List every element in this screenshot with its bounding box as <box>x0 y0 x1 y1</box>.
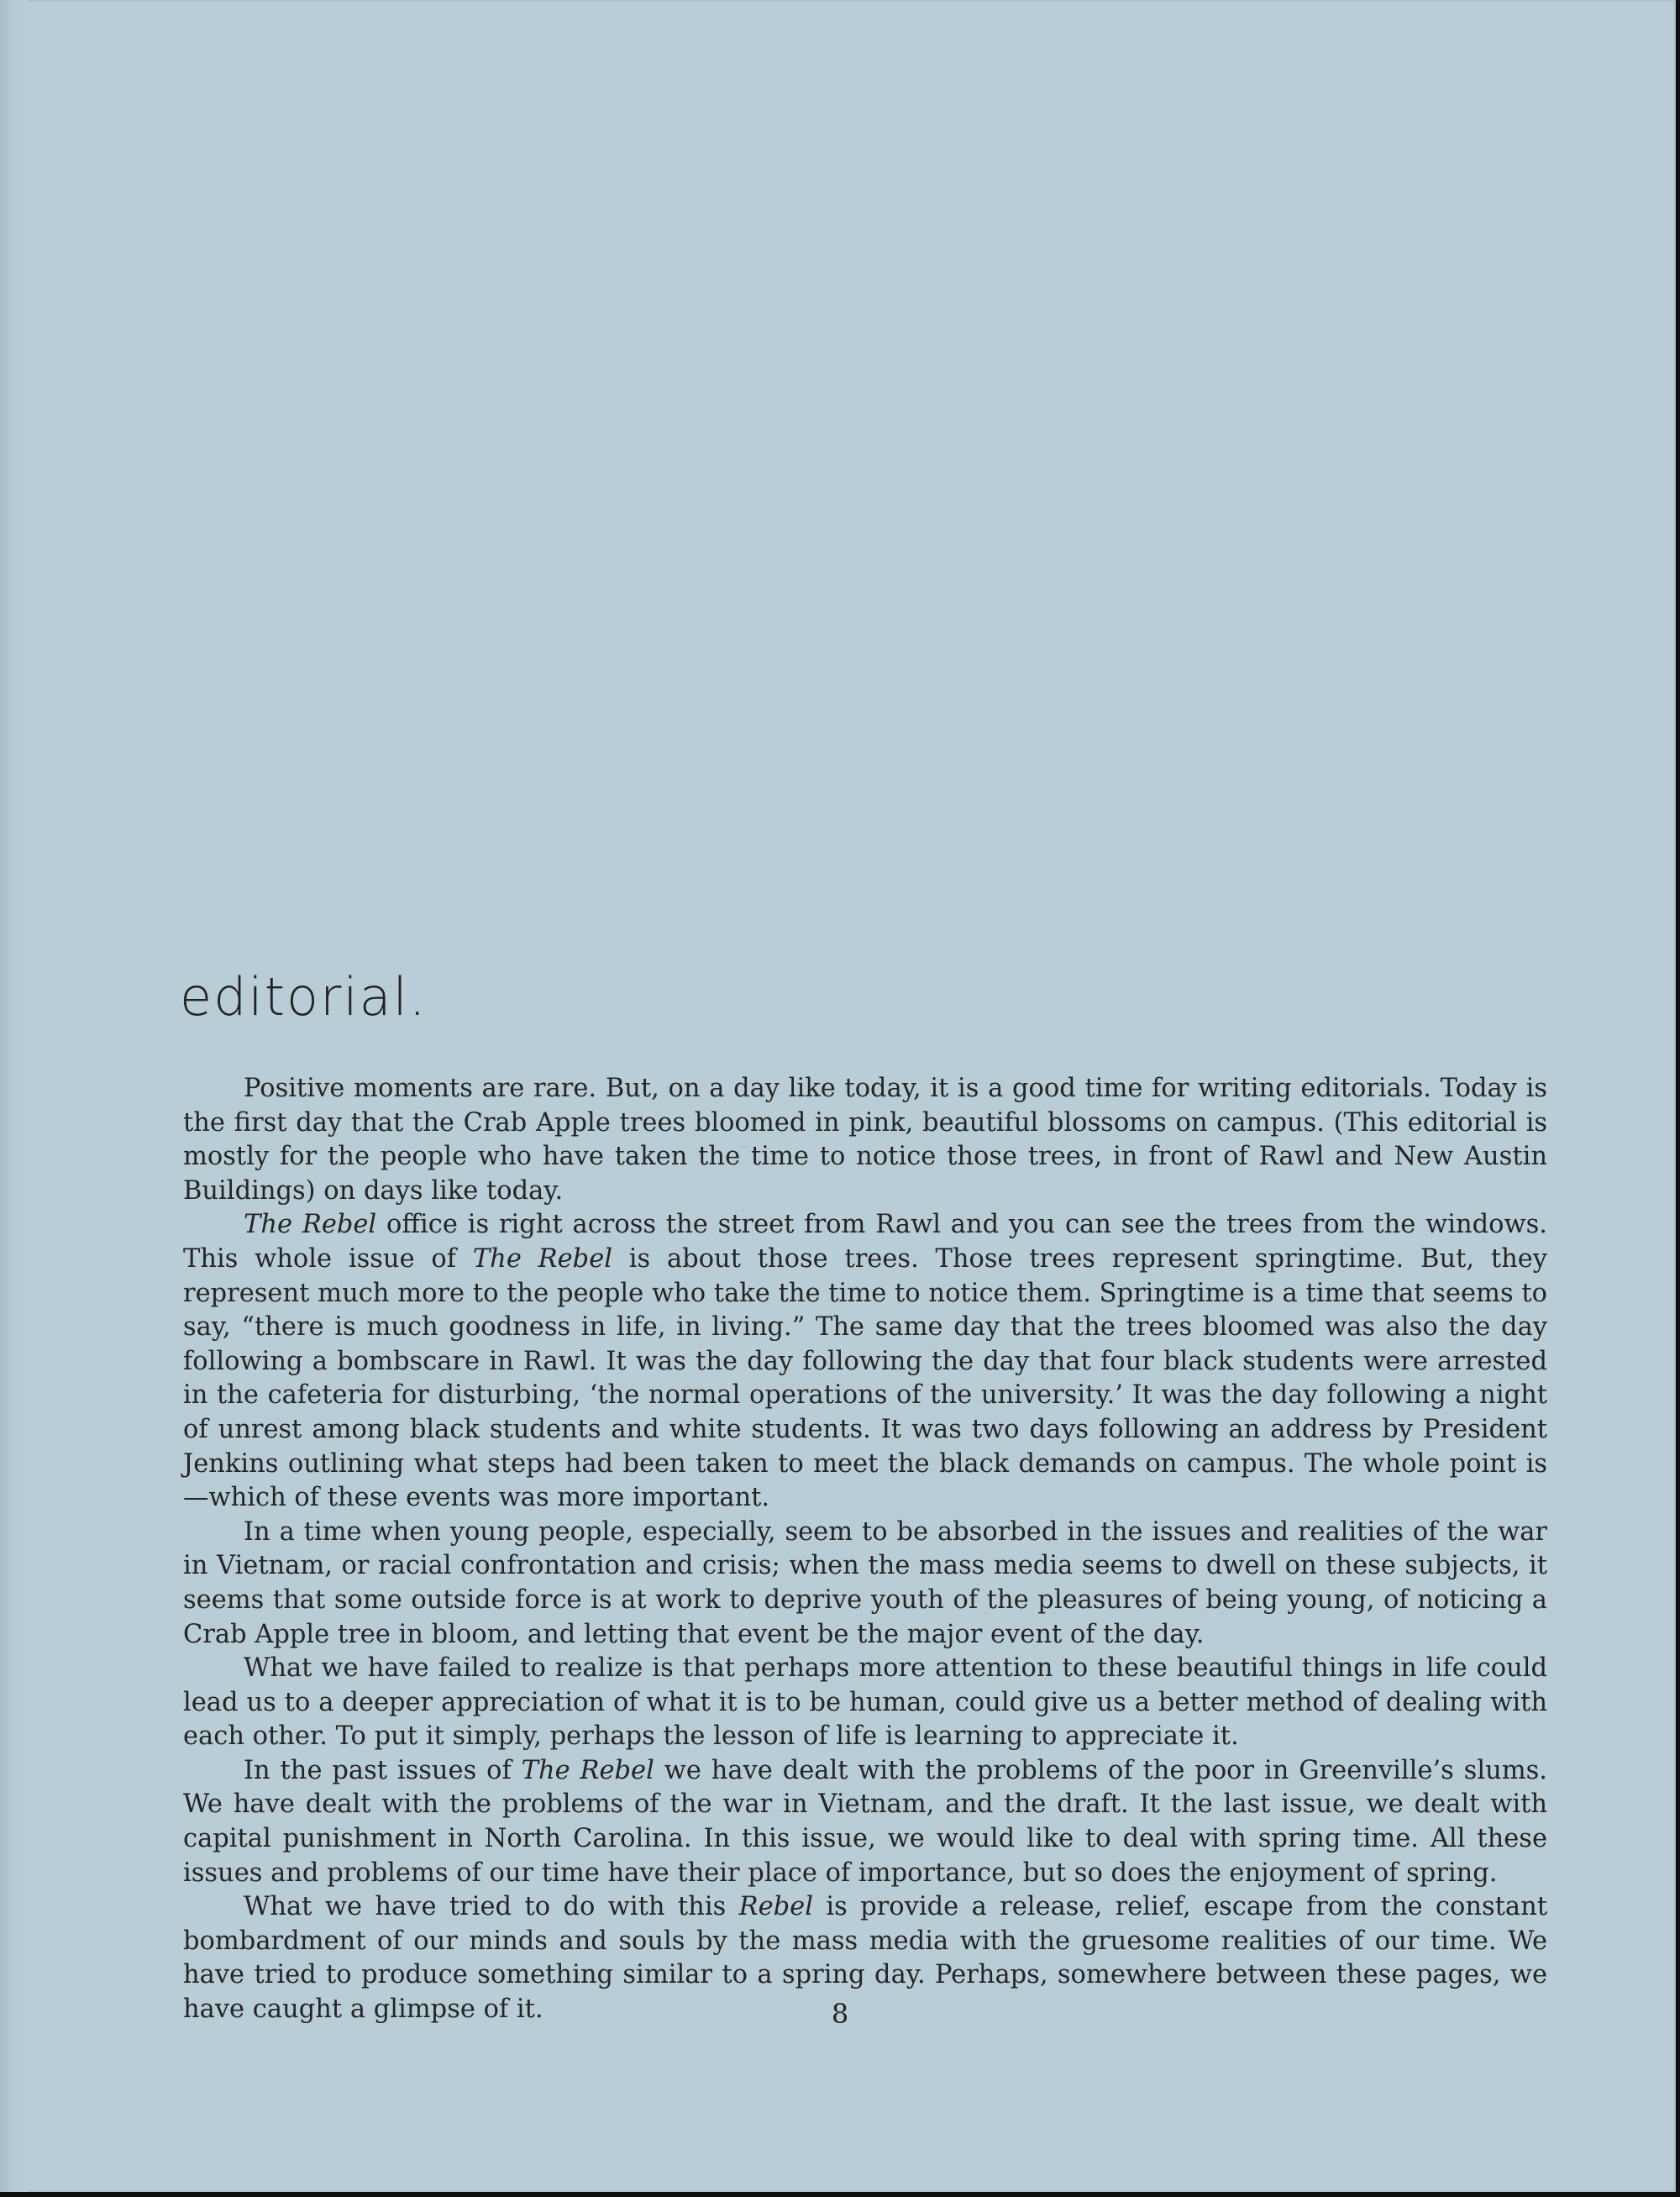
paragraph-4: What we have failed to realize is that perhaps more attention to these beautiful things in life could lead us to a deeper appreciation of what it is to be human, could give us a better method of dealing with each other. To put it simply, perhaps the lesson of life is learning to appreciate it. <box>183 1653 1547 1752</box>
paragraph-2: The Rebel office is right across the street from Rawl and you can see the trees from the windows. This whole issue of The Rebel is about those trees. Those trees represent springtime. But, they represent much more to the people who take the time to notice them. Springtime is a time that seems to say, “there is much goodness in life, in living.” The same day that the trees bloomed was also the day following a bombscare in Rawl. It was the day following the day that four black students were arrested in the cafeteria for disturbing, ‘the normal operations of the university.’ It was the day following a night of unrest among black students and white students. It was two days following an address by President Jenkins outlining what steps had been taken to meet the black demands on campus. The whole point is—which of these events was more important. <box>183 1210 1548 1513</box>
italic-title: The Rebel <box>472 1243 613 1274</box>
paragraph-3: In a time when young people, especially, seem to be absorbed in the issues and realities of the war in Vietnam, or racial confrontation and crisis; when the mass media seems to dwell on these subjects, it seems that some outside force is at work to deprive youth of the pleasures of being young, of noticing a Crab Apple tree in bloom, and letting that event be the major event of the day. <box>183 1516 1547 1649</box>
paragraph-5: In the past issues of The Rebel we have dealt with the problems of the poor in Greenville’s slums. We have dealt with the problems of the war in Vietnam, and the draft. It the last issue, we dealt with capital punishment in North Carolina. In this issue, we would like to deal with spring time. All these issues and problems of our time have their place of importance, but so does the enjoyment of spring. <box>183 1755 1547 1888</box>
page-spine-edge <box>0 0 27 2192</box>
editorial-body <box>183 1072 1547 2027</box>
italic-title: The Rebel <box>521 1755 654 1785</box>
paragraph-1: Positive moments are rare. But, on a day like today, it is a good time for writing editorials. Today is the first day that the Crab Apple trees bloomed in pink, beautiful blossoms on campus. (This editorial is mostly for the people who have taken the time to notice those trees, in front of Rawl and New Austin Buildings) on days like today. <box>183 1074 1547 1206</box>
italic-title: The Rebel <box>244 1210 377 1240</box>
paragraph-6: What we have tried to do with this Rebel is provide a release, relief, escape from the constant bombardment of our minds and souls by the mass media with the gruesome realities of our time. We have tried to produce something similar to a spring day. Perhaps, somewhere between these pages, we have caught a glimpse of it. <box>183 1892 1547 2025</box>
italic-title: Rebel <box>738 1892 813 1922</box>
page-title: editorial. <box>180 966 428 1028</box>
page-number: 8 <box>831 1998 849 2030</box>
